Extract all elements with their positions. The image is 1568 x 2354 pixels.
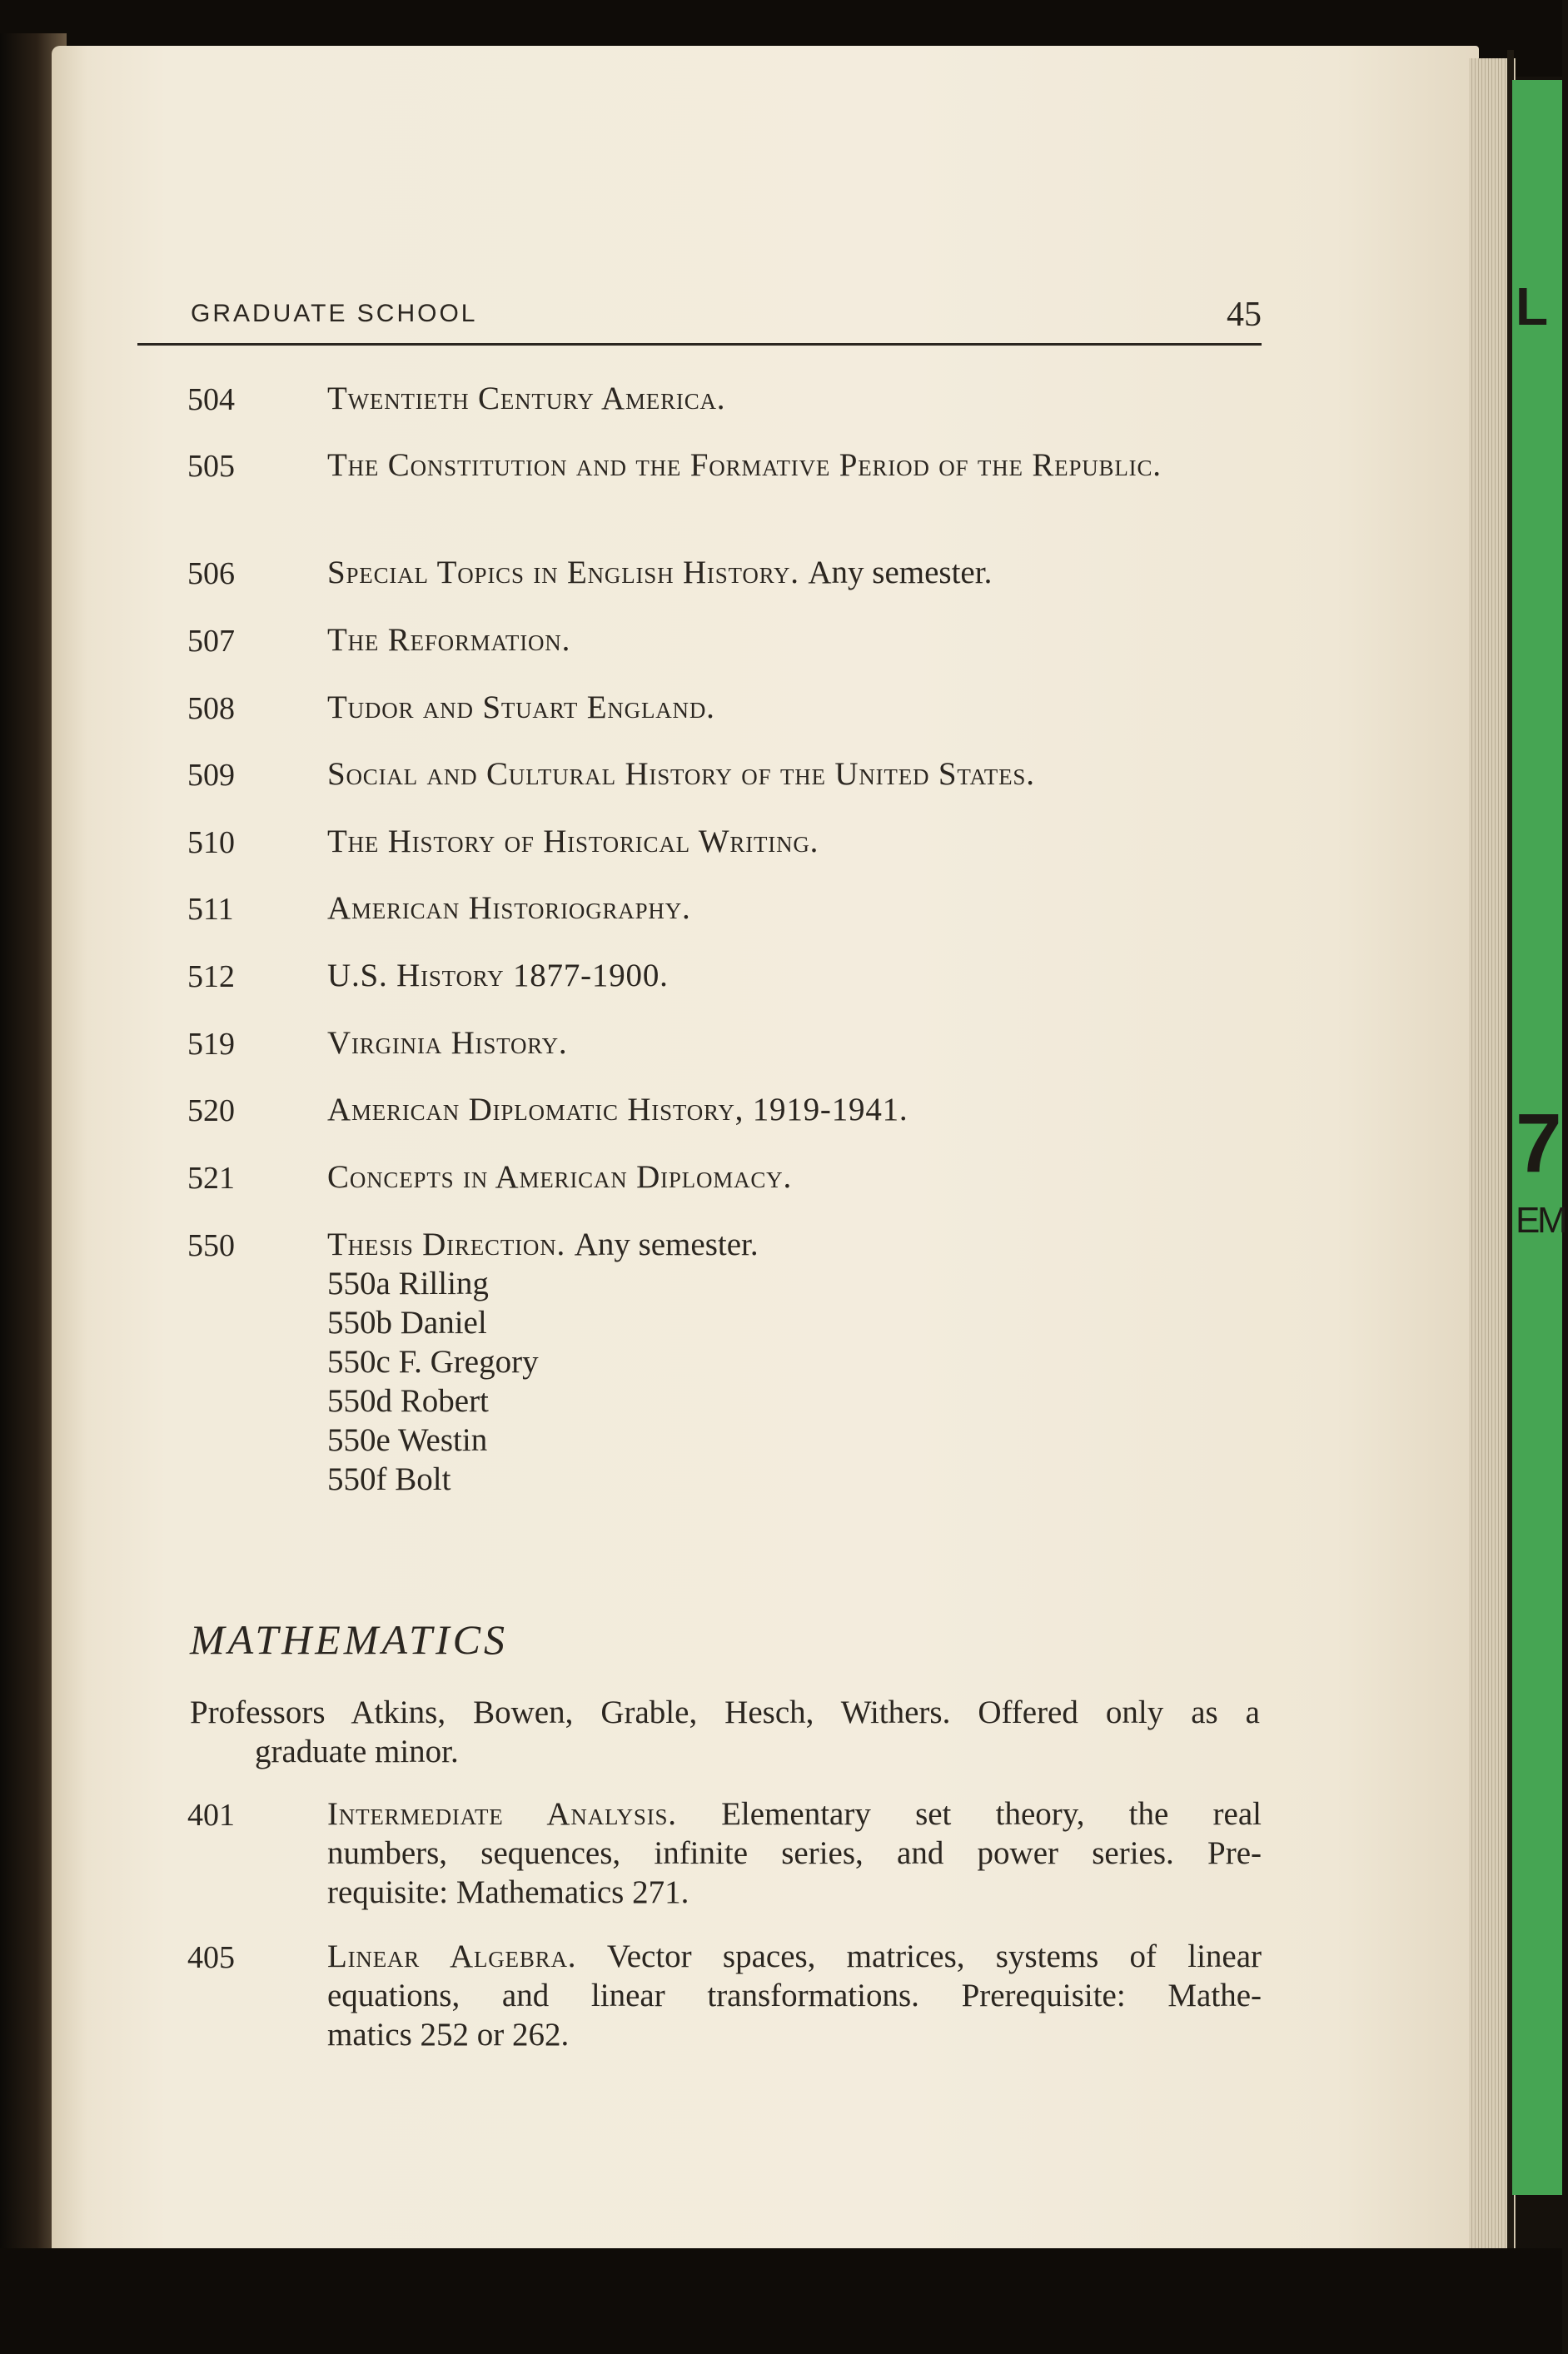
course-entry bbox=[187, 754, 1262, 794]
section-advisor: Bolt bbox=[395, 1461, 451, 1497]
course-number: 519 bbox=[187, 1027, 235, 1062]
course-number: 550 bbox=[187, 1228, 235, 1263]
section-advisor: Rilling bbox=[398, 1266, 489, 1301]
thesis-section bbox=[327, 1460, 1262, 1499]
course-title bbox=[327, 553, 1262, 592]
course-title: Tudor and Stuart England. bbox=[327, 689, 715, 725]
description-line: requisite: Mathematics 271. bbox=[327, 1874, 689, 1910]
course-title bbox=[327, 1225, 1262, 1264]
section-advisor: Daniel bbox=[400, 1305, 487, 1341]
section-heading-mathematics: MATHEMATICS bbox=[190, 1616, 508, 1663]
course-entry bbox=[187, 553, 1262, 592]
course-title-text: Thesis Direction. bbox=[327, 1227, 566, 1262]
course-note: Any semester. bbox=[808, 555, 993, 590]
course-entry bbox=[187, 888, 1262, 928]
description-line: Vector spaces, matrices, systems of linear bbox=[606, 1938, 1262, 1974]
course-number: 401 bbox=[187, 1798, 235, 1833]
running-head bbox=[137, 296, 1262, 346]
course-entry bbox=[187, 620, 1262, 659]
course-entry bbox=[187, 1023, 1262, 1063]
section-code: 550a bbox=[327, 1266, 391, 1301]
page-number: 45 bbox=[1227, 296, 1262, 334]
section-code: 550f bbox=[327, 1461, 387, 1497]
cover-fragment: M bbox=[1537, 1200, 1568, 1241]
course-number: 505 bbox=[187, 449, 235, 484]
section-advisor: F. Gregory bbox=[398, 1344, 539, 1380]
course-number: 507 bbox=[187, 624, 235, 659]
description-line: equations, and linear transformations. Prerequisite: Mathe- bbox=[327, 1978, 1262, 2013]
cover-fragment: E bbox=[1516, 1200, 1541, 1241]
course-title: The History of Historical Writing. bbox=[327, 824, 819, 859]
section-code: 550d bbox=[327, 1383, 392, 1419]
cover-fragment: L bbox=[1516, 276, 1549, 336]
course-number: 405 bbox=[187, 1940, 235, 1975]
course-entry bbox=[187, 1090, 1262, 1129]
faculty-line: graduate minor. bbox=[255, 1734, 459, 1769]
course-title: Twentieth Century America. bbox=[327, 381, 726, 416]
section-code: 550b bbox=[327, 1305, 392, 1341]
course-number: 521 bbox=[187, 1161, 235, 1196]
course-entry bbox=[187, 688, 1262, 727]
course-title: Concepts in American Diplomacy. bbox=[327, 1159, 793, 1195]
running-title: GRADUATE SCHOOL bbox=[191, 300, 478, 327]
course-title-text: Special Topics in English History. bbox=[327, 555, 799, 590]
course-number: 509 bbox=[187, 758, 235, 793]
course-description bbox=[327, 1794, 1262, 1834]
course-title: American Diplomatic History, 1919-1941. bbox=[327, 1092, 908, 1127]
description-line: numbers, sequences, infinite series, and power series. Pre- bbox=[327, 1835, 1262, 1871]
course-title: Social and Cultural History of the United States. bbox=[327, 756, 1035, 792]
course-entry bbox=[187, 445, 1262, 485]
course-entry bbox=[187, 1157, 1262, 1197]
adjacent-book-cover bbox=[1512, 80, 1568, 2195]
course-note: Any semester. bbox=[574, 1227, 759, 1262]
course-number: 508 bbox=[187, 691, 235, 726]
thesis-section bbox=[327, 1303, 1262, 1342]
thesis-section bbox=[327, 1264, 1262, 1303]
course-number: 512 bbox=[187, 959, 235, 994]
course-title: The Constitution and the Formative Period of the Republic. bbox=[327, 447, 1162, 483]
course-entry bbox=[187, 1794, 1262, 1912]
section-code: 550e bbox=[327, 1422, 391, 1458]
course-number: 504 bbox=[187, 382, 235, 417]
section-advisor: Westin bbox=[397, 1422, 488, 1458]
course-title: Linear Algebra. bbox=[327, 1938, 577, 1974]
course-title: Virginia History. bbox=[327, 1025, 568, 1061]
faculty-note bbox=[190, 1693, 1260, 1771]
course-number: 510 bbox=[187, 825, 235, 860]
thesis-section bbox=[327, 1342, 1262, 1381]
course-entry bbox=[187, 379, 1262, 418]
course-number: 520 bbox=[187, 1093, 235, 1128]
course-entry bbox=[187, 1937, 1262, 2054]
cover-fragment: 7 bbox=[1516, 1097, 1562, 1190]
faculty-line: Professors Atkins, Bowen, Grable, Hesch, Withers. Offered only as a bbox=[190, 1695, 1260, 1730]
course-description bbox=[327, 1937, 1262, 1976]
course-title: American Historiography. bbox=[327, 890, 691, 926]
course-number: 506 bbox=[187, 556, 235, 591]
thesis-section bbox=[327, 1421, 1262, 1460]
course-entry bbox=[187, 956, 1262, 995]
course-entry bbox=[187, 822, 1262, 861]
course-title: U.S. History 1877-1900. bbox=[327, 958, 669, 993]
section-advisor: Robert bbox=[400, 1383, 489, 1419]
scan-border-bottom bbox=[0, 2248, 1562, 2354]
course-entry bbox=[187, 1225, 1262, 1499]
description-line: Elementary set theory, the real bbox=[721, 1796, 1262, 1832]
course-number: 511 bbox=[187, 892, 234, 927]
thesis-section bbox=[327, 1381, 1262, 1421]
section-code: 550c bbox=[327, 1344, 391, 1380]
description-line: matics 252 or 262. bbox=[327, 2017, 570, 2053]
course-title: Intermediate Analysis. bbox=[327, 1796, 677, 1832]
course-title: The Reformation. bbox=[327, 622, 571, 658]
